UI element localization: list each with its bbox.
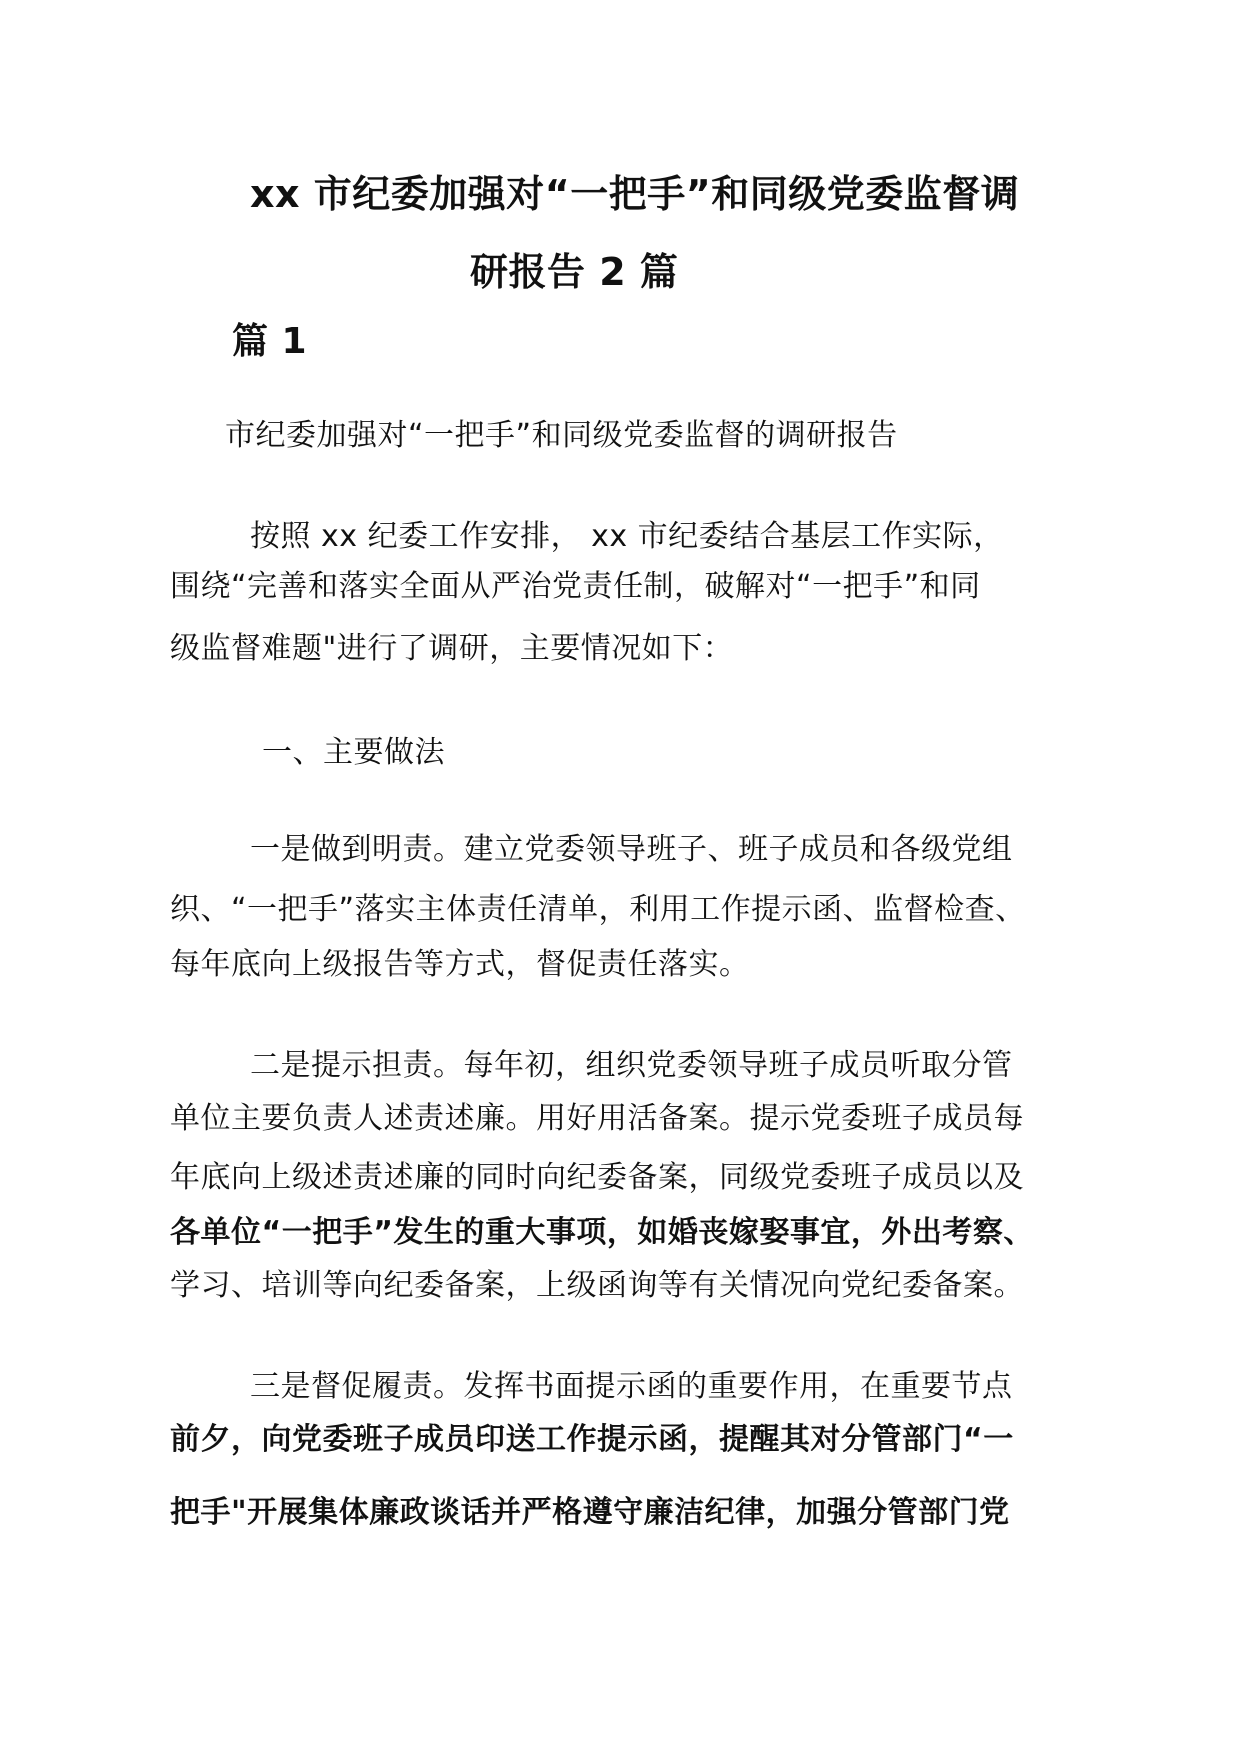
para3-line-2: 前夕，向党委班子成员印送工作提示函，提醒其对分管部门“一 [170,1422,1014,1457]
intro-line-2: 围绕“完善和落实全面从严治党责任制，破解对“一把手”和同 [170,569,981,604]
chapter-label: 篇 1 [232,321,308,362]
para3-line-3: 把手"开展集体廉政谈话并严格遵守廉洁纪律，加强分管部门党 [170,1495,1010,1530]
section-heading: 一、主要做法 [262,735,445,770]
para2-line-4: 各单位“一把手”发生的重大事项，如婚丧嫁娶事宜，外出考察、 [170,1215,1034,1250]
para1-line-3: 每年底向上级报告等方式，督促责任落实。 [170,947,750,982]
para3-line-1: 三是督促履责。发挥书面提示函的重要作用，在重要节点 [250,1369,1013,1404]
para2-line-1: 二是提示担责。每年初，组织党委领导班子成员听取分管 [250,1048,1013,1083]
para2-line-5: 学习、培训等向纪委备案，上级函询等有关情况向党纪委备案。 [170,1268,1024,1303]
document-title-line-2: 研报告 2 篇 [470,250,679,294]
intro-line-1: 按照 xx 纪委工作安排， xx 市纪委结合基层工作实际， [250,519,1004,554]
para2-line-3: 年底向上级述责述廉的同时向纪委备案，同级党委班子成员以及 [170,1160,1024,1195]
document-title-line-1: xx 市纪委加强对“一把手”和同级党委监督调 [250,172,1020,216]
para1-line-2: 织、“一把手”落实主体责任清单，利用工作提示函、监督检查、 [170,892,1026,927]
para2-line-2: 单位主要负责人述责述廉。用好用活备案。提示党委班子成员每 [170,1101,1024,1136]
para1-line-1: 一是做到明责。建立党委领导班子、班子成员和各级党组 [250,832,1013,867]
intro-line-3: 级监督难题"进行了调研，主要情况如下： [170,631,734,666]
report-subtitle: 市纪委加强对“一把手”和同级党委监督的调研报告 [225,418,898,453]
